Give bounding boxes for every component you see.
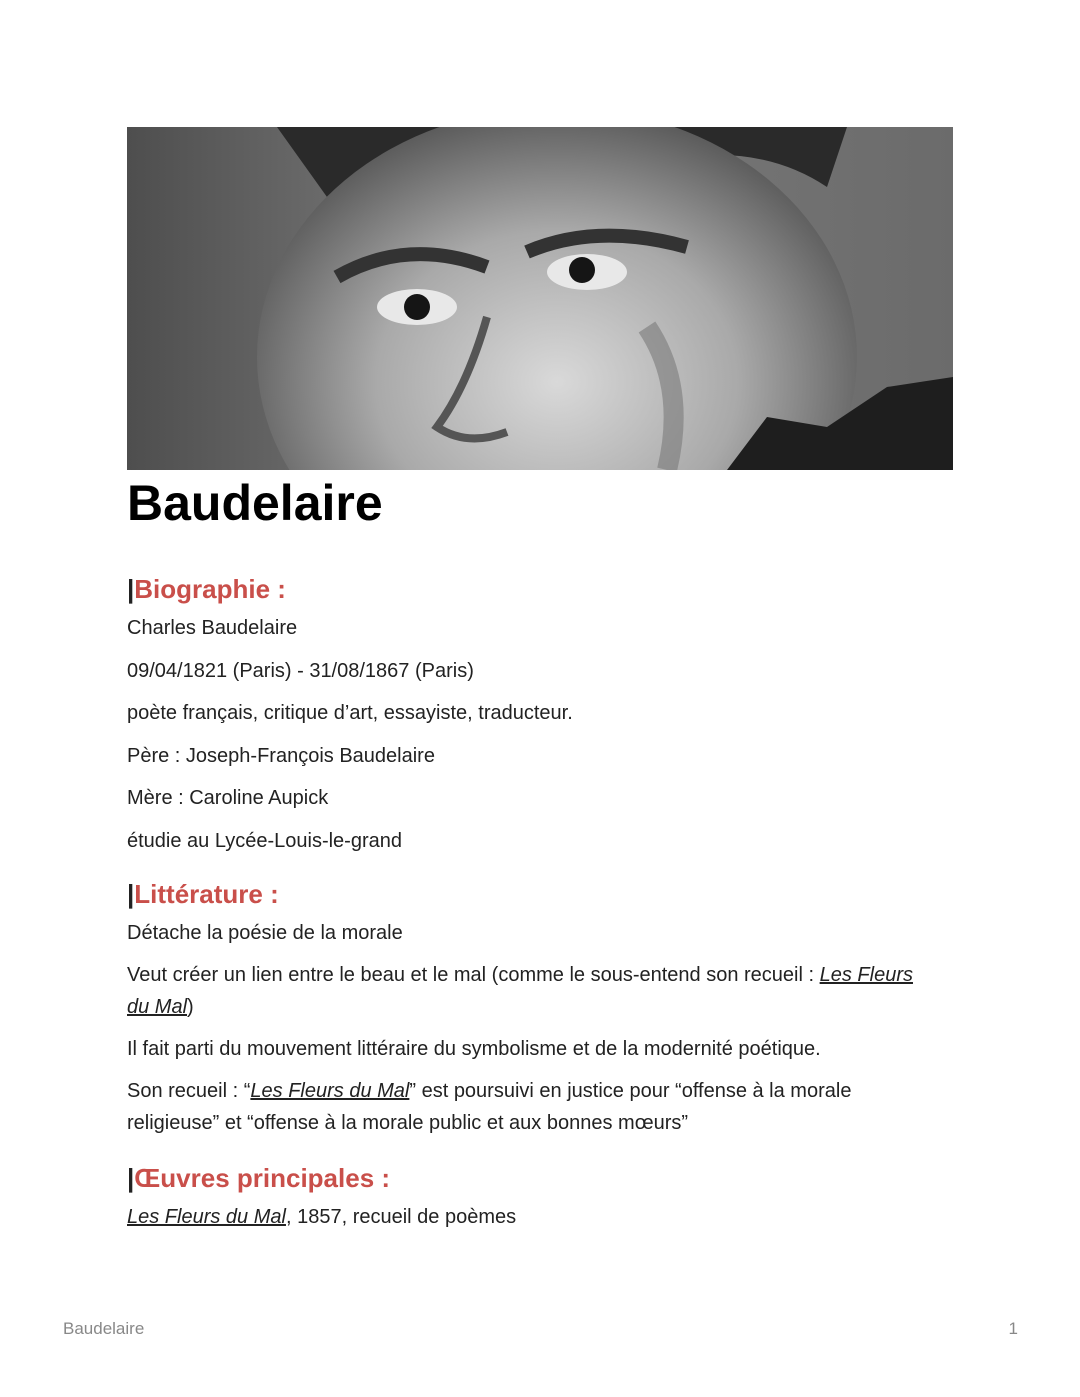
footer-title: Baudelaire [63,1319,145,1338]
lit-paragraph-4: Son recueil : “Les Fleurs du Mal” est poursuivi en justice pour “offense à la morale religieuse” et “offense à la morale public et aux bonnes mœurs” [127,1079,852,1134]
section-litterature [127,875,917,1139]
bio-education: étudie au Lycée-Louis-le-grand [127,829,402,852]
heading-bar-marker: | [127,574,135,604]
section-heading-litterature: |Littérature : [127,878,279,909]
bio-mother: Mère : Caroline Aupick [127,787,329,809]
heading-bar-marker: | [127,1162,135,1193]
section-biographie [127,570,917,857]
bio-name: Charles Baudelaire [127,617,298,639]
portrait-image [127,127,953,470]
work-item: Les Fleurs du Mal, 1857, recueil de poèmes [127,1205,517,1228]
bio-occupation: poète français, critique d’art, essayiste, traducteur. [127,702,573,724]
lit-paragraph-1: Détache la poésie de la morale [127,921,403,944]
lit-paragraph-3: Il fait parti du mouvement littéraire du symbolisme et de la modernité poétique. [127,1037,821,1060]
book-reference-link[interactable]: Les Fleurs du Mal [127,963,913,1018]
document-body [127,570,917,1243]
section-heading-oeuvres: |Œuvres principales : [127,1162,391,1193]
document-title: Baudelaire [127,475,383,531]
portrait-photo-icon [127,127,953,470]
bio-father: Père : Joseph-François Baudelaire [127,744,435,767]
page-number: 1 [1008,1319,1018,1338]
lit-paragraph-2: Veut créer un lien entre le beau et le mal (comme le sous-entend son recueil : Les Fleurs du Mal) [127,963,913,1018]
section-oeuvres [127,1159,917,1233]
heading-bar-marker: | [127,878,135,909]
book-reference-link[interactable]: Les Fleurs du Mal [250,1079,410,1102]
section-heading-biographie: |Biographie : [127,574,286,604]
bio-dates: 09/04/1821 (Paris) - 31/08/1867 (Paris) [127,659,474,682]
book-reference-link[interactable]: Les Fleurs du Mal [127,1205,286,1228]
